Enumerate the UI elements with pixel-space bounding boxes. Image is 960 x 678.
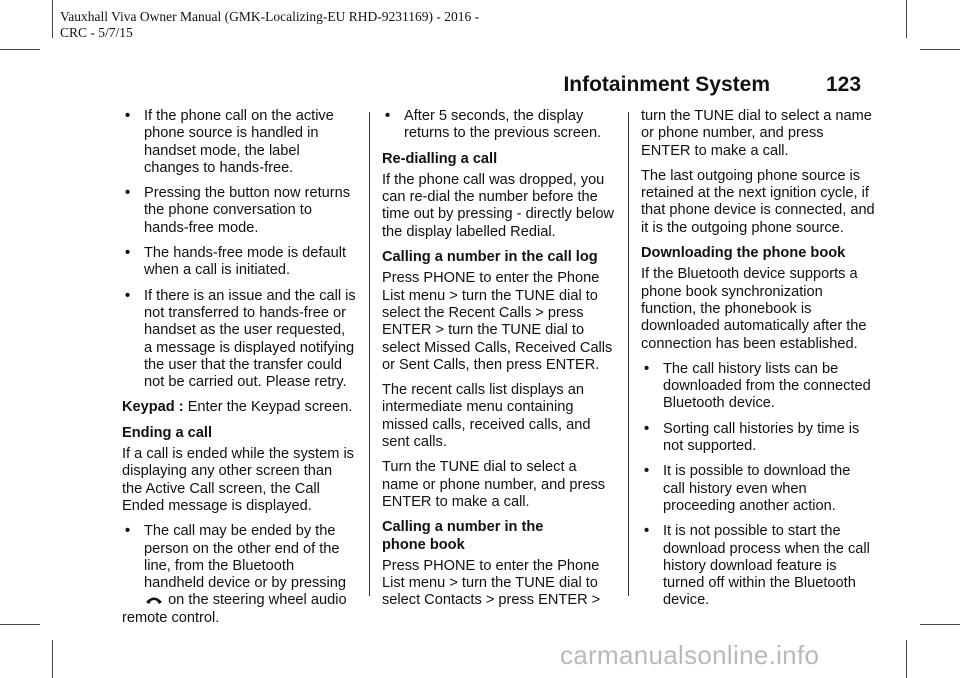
list-item-text: It is not possible to start the download process when the call history download feature is turned off within the Bluetooth device. [663, 523, 870, 609]
list-item-text: The call may be ended by the person on the other end of the line, from the Bluetooth handheld device or by pressing [144, 523, 347, 592]
column-3 [641, 108, 875, 618]
crop-mark [52, 0, 53, 38]
list-item-text: Sorting call histories by time is not supported. [663, 420, 860, 455]
bullet-mark: • [644, 420, 650, 437]
document-meta [60, 9, 479, 41]
list-item-text-tail: on the steering wheel audio [168, 592, 347, 609]
list-item-text: The hands-free mode is default when a call is initiated. [144, 245, 346, 279]
bullet-mark: • [644, 360, 650, 377]
crop-mark [906, 640, 907, 678]
keypad-term: Keypad : [122, 399, 184, 416]
section-title: Infotainment System [563, 73, 770, 96]
list-item-text: After 5 seconds, the display returns to the previous screen. [404, 108, 602, 142]
list-item [641, 361, 875, 413]
crop-mark [52, 640, 53, 678]
crop-mark [906, 0, 907, 38]
call-log-paragraph: Press PHONE to enter the Phone List menu > turn the TUNE dial to select the Recent Calls > press ENTER > turn the TUNE dial to select Missed Calls, Received Calls or Sent Calls, then press ENTER. [382, 270, 613, 373]
list-item [122, 523, 356, 609]
column-divider [628, 112, 629, 596]
phone-book-heading: Calling a number in the phone book [382, 519, 544, 553]
bullet-mark: • [125, 245, 131, 262]
redial-paragraph: If the phone call was dropped, you can re-dial the number before the time out by pressing - directly below the display labelled Redial. [382, 171, 614, 240]
call-log-heading: Calling a number in the call log [382, 249, 598, 266]
bullet-mark: • [644, 523, 650, 540]
download-paragraph: If the Bluetooth device supports a phone book synchronization function, the phonebook is downloaded automatically after the connection has been established. [641, 266, 867, 352]
document-meta-line2: CRC - 5/7/15 [60, 25, 133, 40]
list-item [641, 523, 875, 609]
bullet-mark: • [125, 108, 131, 124]
phone-hangup-icon [144, 594, 164, 606]
list-item-text: The call history lists can be downloaded from the connected Bluetooth device. [663, 360, 871, 412]
document-meta-line1: Vauxhall Viva Owner Manual (GMK-Localizing-EU RHD-9231169) - 2016 - [60, 9, 480, 24]
bullet-mark: • [644, 463, 650, 480]
list-item [122, 245, 356, 280]
call-log-paragraph: The recent calls list displays an intermediate menu containing missed calls, received calls, and sent calls. [382, 382, 591, 451]
call-log-paragraph: Turn the TUNE dial to select a name or phone number, and press ENTER to make a call. [382, 459, 606, 510]
bullet-mark: • [125, 523, 131, 540]
column-2 [382, 108, 616, 618]
list-item-text: Pressing the button now returns the phone conversation to hands-free mode. [144, 185, 351, 236]
crop-mark [920, 624, 960, 625]
bullet-mark: • [125, 287, 131, 304]
phone-book-continued: turn the TUNE dial to select a name or phone number, and press ENTER to make a call. [641, 108, 872, 159]
list-item [641, 421, 875, 456]
bullet-mark: • [385, 108, 391, 124]
watermark: carmanualsonline.info [560, 640, 820, 670]
page-number: 123 [826, 73, 862, 96]
bullet-mark: • [125, 185, 131, 202]
crop-mark [0, 49, 40, 50]
list-item [641, 463, 875, 515]
crop-mark [920, 49, 960, 50]
list-item [122, 185, 356, 237]
redial-heading: Re-dialling a call [382, 150, 498, 167]
download-heading: Downloading the phone book [641, 245, 846, 262]
list-item-text: If the phone call on the active phone source is handled in handset mode, the label changes to hands-free. [144, 108, 334, 176]
ending-call-heading: Ending a call [122, 424, 213, 441]
outgoing-source-paragraph: The last outgoing phone source is retained at the next ignition cycle, if that phone device is connected, and it is the outgoing phone source. [641, 167, 875, 236]
column-divider [369, 112, 370, 596]
ending-call-paragraph: If a call is ended while the system is displaying any other screen than the Active Call screen, the Call Ended message is displayed. [122, 446, 354, 514]
phone-book-paragraph: Press PHONE to enter the Phone List menu > turn the TUNE dial to select Contacts > press ENTER > [382, 557, 601, 609]
list-item-text: It is possible to download the call history even when proceeding another action. [663, 463, 851, 514]
remote-control-text: remote control. [122, 609, 220, 626]
list-item [382, 108, 616, 143]
column-1 [122, 108, 356, 635]
list-item [122, 108, 356, 177]
keypad-description: Enter the Keypad screen. [187, 399, 353, 416]
keypad-paragraph [122, 399, 356, 416]
list-item-text: If there is an issue and the call is not transferred to hands-free or handset as the user requested, a message is displayed notifying the user that the transfer could not be carried out. Please retry. [144, 287, 356, 391]
list-item [122, 288, 356, 392]
crop-mark [0, 624, 40, 625]
